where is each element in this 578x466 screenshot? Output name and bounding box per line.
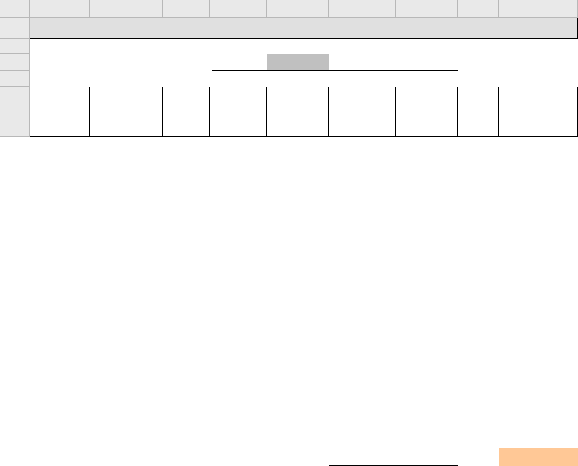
row-header[interactable] xyxy=(0,39,30,54)
sheet-title[interactable] xyxy=(30,18,578,39)
column-header-a[interactable] xyxy=(30,0,90,18)
header-paid[interactable] xyxy=(329,87,396,137)
total-debt-label[interactable] xyxy=(329,448,458,466)
header-address[interactable] xyxy=(163,87,210,137)
column-header-g[interactable] xyxy=(396,0,458,18)
header-period[interactable] xyxy=(210,87,267,137)
header-sum[interactable] xyxy=(267,87,329,137)
header-diff[interactable] xyxy=(396,87,458,137)
header-debt[interactable] xyxy=(458,87,499,137)
row-header[interactable] xyxy=(0,87,30,137)
total-debt-value[interactable] xyxy=(499,448,578,466)
column-header-c[interactable] xyxy=(163,0,210,18)
column-header-d[interactable] xyxy=(210,0,267,18)
row-header[interactable] xyxy=(0,71,30,87)
row-header[interactable] xyxy=(0,18,30,39)
select-all-corner[interactable] xyxy=(0,0,30,18)
column-header-h[interactable] xyxy=(458,0,499,18)
header-debt-penalty[interactable] xyxy=(499,87,578,137)
penalty-suffix[interactable] xyxy=(329,54,458,71)
column-header-i[interactable] xyxy=(499,0,578,18)
penalty-label[interactable] xyxy=(212,54,267,71)
column-header-f[interactable] xyxy=(329,0,396,18)
row-header[interactable] xyxy=(0,54,30,71)
column-header-b[interactable] xyxy=(90,0,163,18)
column-header-e[interactable] xyxy=(267,0,329,18)
header-name[interactable] xyxy=(90,87,163,137)
penalty-percent-cell[interactable] xyxy=(267,54,329,71)
header-code[interactable] xyxy=(30,87,90,137)
